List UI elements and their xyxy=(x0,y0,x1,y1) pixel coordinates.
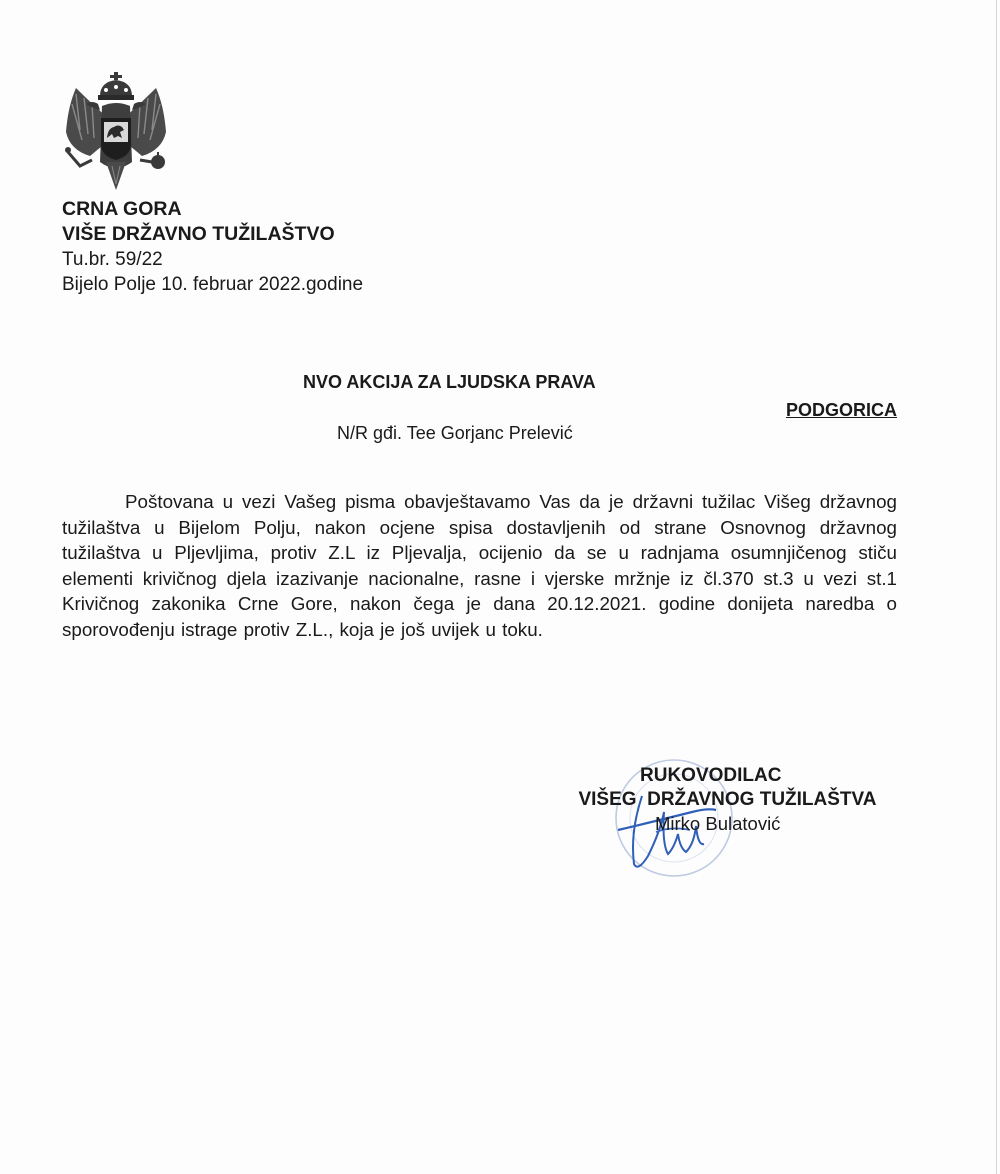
place-and-date: Bijelo Polje 10. februar 2022.godine xyxy=(62,274,364,295)
reference-number: Tu.br. 59/22 xyxy=(62,249,163,270)
country-name: CRNA GORA xyxy=(62,198,182,220)
signatory-title: RUKOVODILAC xyxy=(640,765,782,786)
letter-body-paragraph: Poštovana u vezi Vašeg pisma obavještavamo Vas da je državni tužilac Višeg državnog tužilaštva u Bijelom Polju, nakon ocjene spisa dostavljenih od strane Osnovnog državnog tužilaštva u Pljevljima, protiv Z.L iz Pljevalja, ocijenio da se u radnjama osumnjičenog stiču elementi krivičnog djela izazivanje nacionalne, rasne i vjerske mržnje iz čl.370 st.3 u vezi st.1 Krivičnog zakonika Crne Gore, nakon čega je dana 20.12.2021. godine donijeta naredba o sporovođenju istrage protiv Z.L., koja je još uvijek u toku. xyxy=(62,491,897,640)
letterhead xyxy=(62,197,363,297)
signature-block xyxy=(555,764,900,836)
signatory-office: VIŠEG DRŽAVNOG TUŽILAŠTVA xyxy=(578,789,877,810)
montenegro-coat-of-arms-icon xyxy=(62,70,170,192)
signatory-name: Mirko Bulatović xyxy=(655,813,781,834)
addressee-organization: NVO AKCIJA ZA LJUDSKA PRAVA xyxy=(303,372,596,392)
institution-name: VIŠE DRŽAVNO TUŽILAŠTVO xyxy=(62,223,335,245)
addressee-attention: N/R gđi. Tee Gorjanc Prelević xyxy=(337,423,573,443)
addressee-city: PODGORICA xyxy=(785,400,897,420)
scan-edge-line xyxy=(996,0,997,1174)
